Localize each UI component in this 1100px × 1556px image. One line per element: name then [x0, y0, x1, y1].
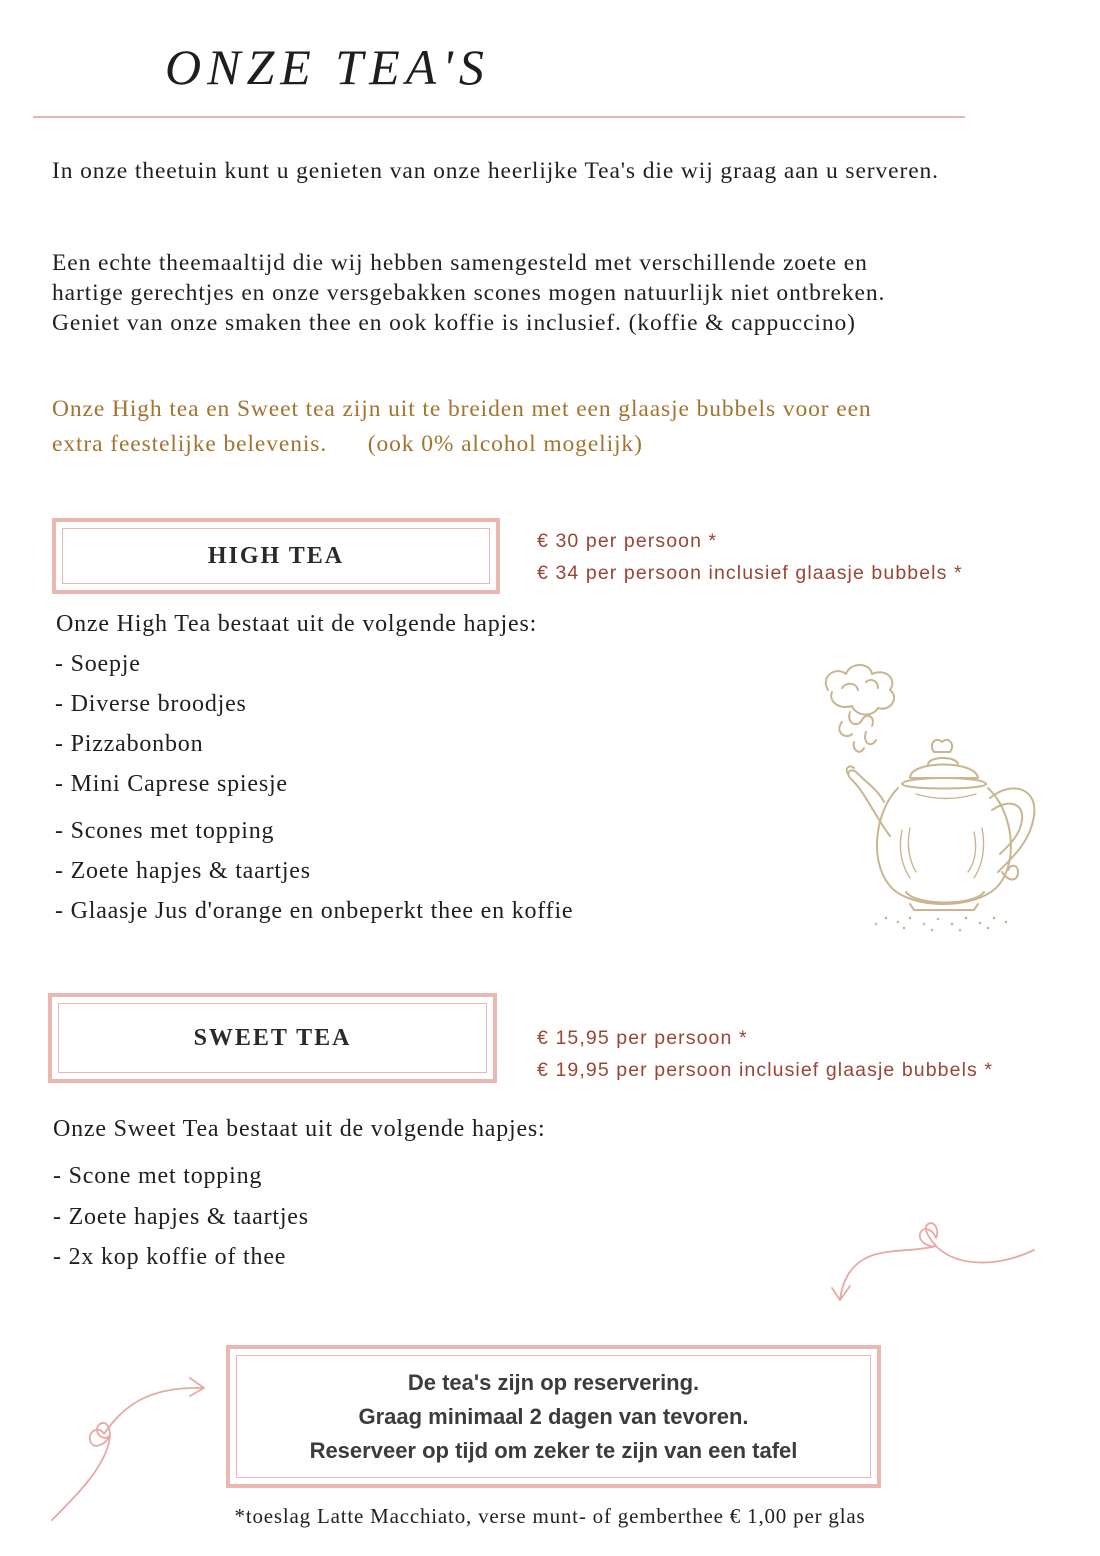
sweet-tea-price: € 15,95 per persoon *	[537, 1027, 748, 1049]
reservation-notice-line-2: Graag minimaal 2 dagen van tevoren.	[358, 1403, 749, 1429]
page-title: ONZE TEA'S	[165, 39, 490, 95]
bubbles-note-line-2: extra feestelijke belevenis. (ook 0% alcohol mogelijk)	[52, 431, 643, 457]
bubbles-note	[52, 392, 1062, 462]
list-item: - Mini Caprese spiesje	[55, 771, 288, 797]
list-item: - Soepje	[55, 651, 141, 677]
reservation-notice-box	[226, 1345, 881, 1488]
intro-paragraph-2-line-2: hartige gerechtjes en onze versgebakken scones mogen natuurlijk niet ontbreken.	[52, 280, 886, 306]
heart-arrow-doodle-left	[46, 1374, 216, 1524]
list-item: - Scone met topping	[53, 1163, 263, 1189]
high-tea-label-inner	[62, 528, 490, 584]
high-tea-price: € 30 per persoon *	[537, 530, 718, 552]
high-tea-price-bubbles: € 34 per persoon inclusief glaasje bubbels *	[537, 562, 963, 584]
teapot-illustration	[806, 660, 1056, 940]
high-tea-intro: Onze High Tea bestaat uit de volgende hapjes:	[56, 611, 538, 637]
list-item: - Zoete hapjes & taartjes	[53, 1204, 309, 1230]
reservation-notice-line-3: Reserveer op tijd om zeker te zijn van een tafel	[309, 1437, 798, 1463]
intro-paragraph-2-line-3: Geniet van onze smaken thee en ook koffie is inclusief. (koffie & cappuccino)	[52, 310, 856, 336]
list-item: - Zoete hapjes & taartjes	[55, 858, 311, 884]
heart-arrow-doodle-right	[826, 1218, 1040, 1306]
sweet-tea-label-box	[48, 993, 497, 1083]
intro-paragraph-2-line-1: Een echte theemaaltijd die wij hebben samengesteld met verschillende zoete en	[52, 250, 868, 276]
list-item: - 2x kop koffie of thee	[53, 1244, 287, 1270]
sweet-tea-label-inner	[58, 1003, 487, 1073]
list-item: - Pizzabonbon	[55, 731, 204, 757]
sweet-tea-price-bubbles: € 19,95 per persoon inclusief glaasje bubbels *	[537, 1059, 994, 1081]
intro-paragraph-2	[52, 248, 1062, 338]
bubbles-note-line-1: Onze High tea en Sweet tea zijn uit te breiden met een glaasje bubbels voor een	[52, 396, 872, 422]
intro-paragraph-1: In onze theetuin kunt u genieten van onze heerlijke Tea's die wij graag aan u serveren.	[52, 158, 939, 184]
sweet-tea-intro: Onze Sweet Tea bestaat uit de volgende hapjes:	[53, 1116, 546, 1142]
reservation-notice-line-1: De tea's zijn op reservering.	[407, 1369, 700, 1395]
high-tea-label: HIGH TEA	[207, 542, 345, 569]
surcharge-footnote: *toeslag Latte Macchiato, verse munt- of gemberthee € 1,00 per glas	[234, 1504, 866, 1528]
title-divider	[33, 116, 965, 118]
sweet-tea-label: SWEET TEA	[193, 1024, 352, 1051]
high-tea-label-box	[52, 518, 500, 594]
list-item: - Diverse broodjes	[55, 691, 247, 717]
list-item: - Scones met topping	[55, 818, 275, 844]
list-item: - Glaasje Jus d'orange en onbeperkt thee en koffie	[55, 898, 574, 924]
reservation-notice-inner	[236, 1355, 871, 1478]
